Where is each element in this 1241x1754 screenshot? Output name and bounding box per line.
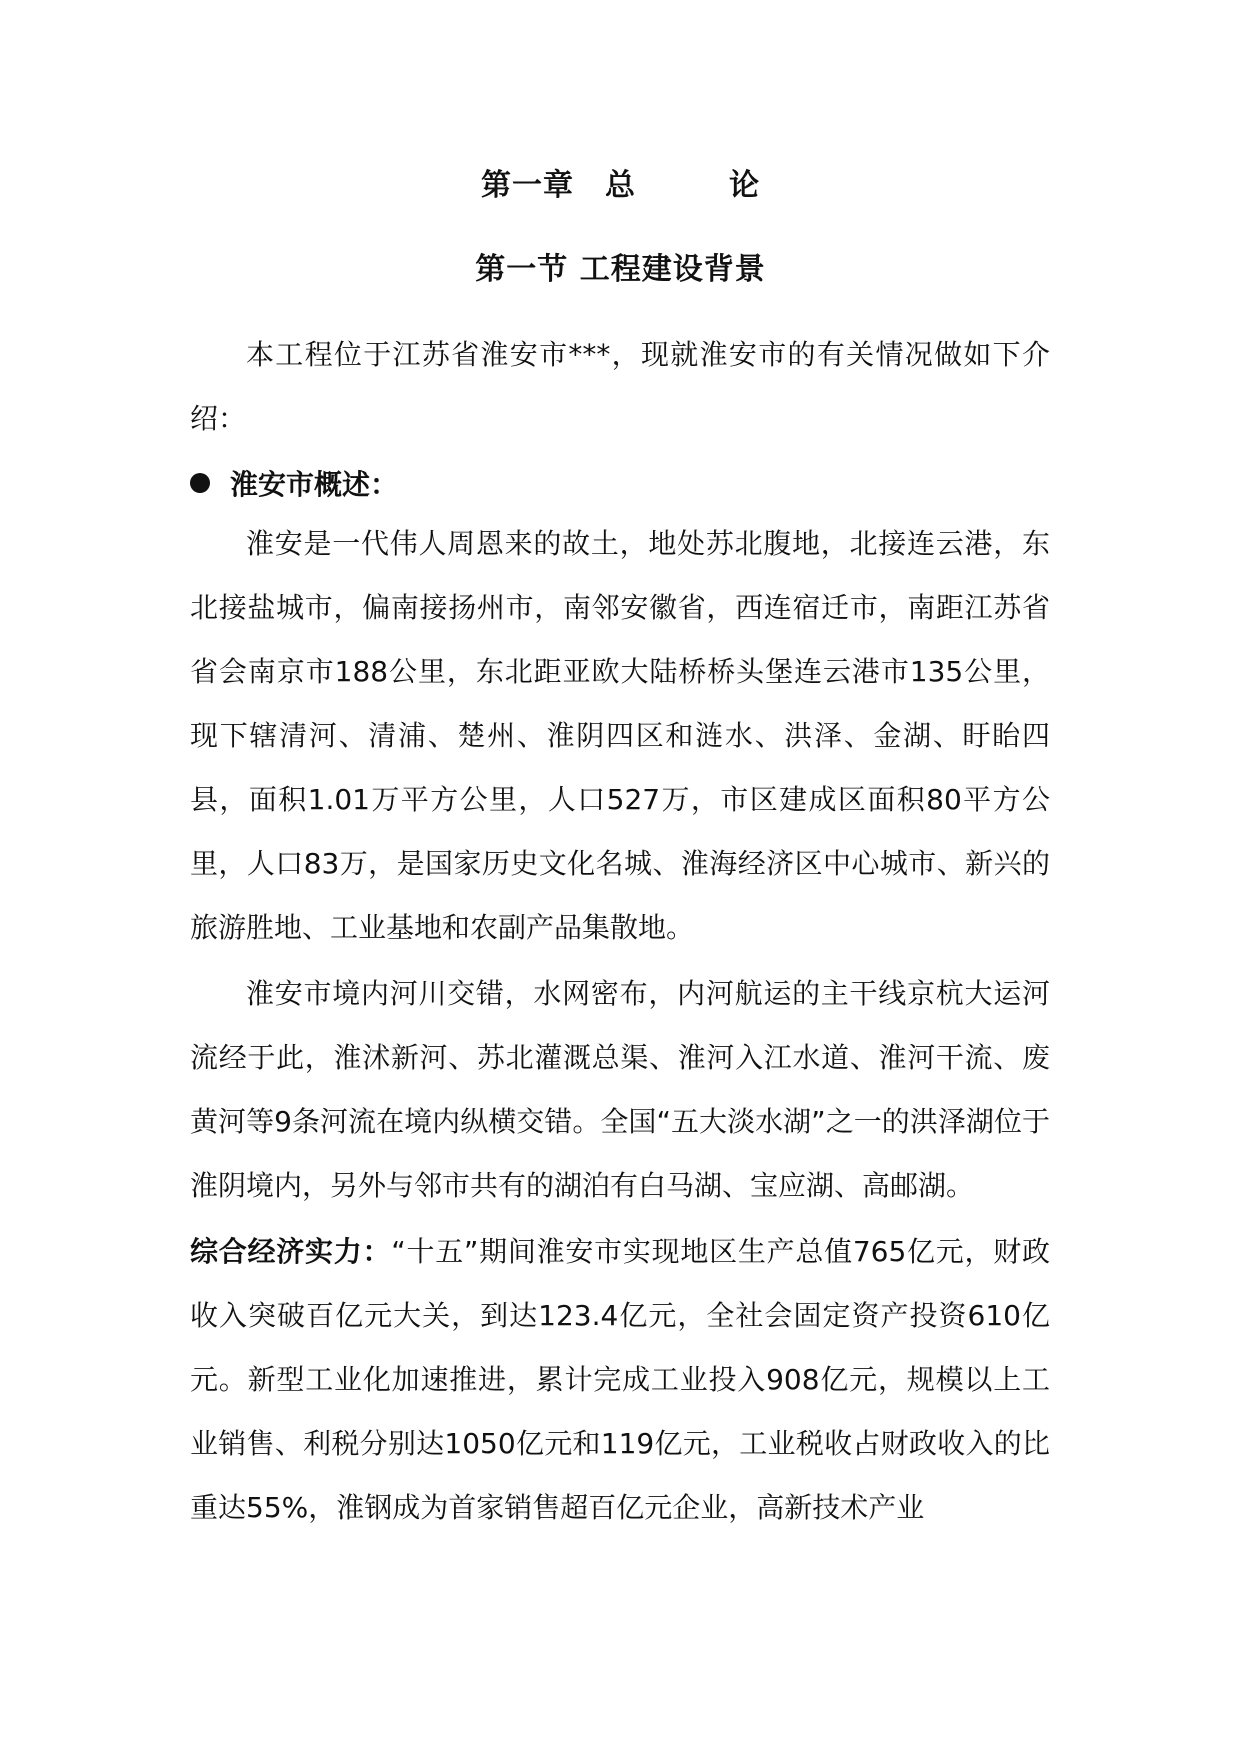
economy-heading: 综合经济实力： — [190, 1235, 392, 1268]
bullet-icon — [190, 473, 210, 493]
economy-text: “十五”期间淮安市实现地区生产总值765亿元，财政收入突破百亿元大关，到达123.4亿元，全社会固定资产投资610亿元。新型工业化加速推进，累计完成工业投入908亿元，规模以上工业销售、利税分别达1050亿元和119亿元，工业税收占财政收入的比重达55%，淮钢成为首家销售超百亿元企业，高新技术产业 — [190, 1235, 1050, 1524]
intro-paragraph: 本工程位于江苏省淮安市***，现就淮安市的有关情况做如下介绍： — [190, 338, 1050, 435]
section-title: 第一节 工程建设背景 — [475, 252, 766, 287]
overview-heading — [190, 453, 398, 517]
overview-paragraph-location: 淮安是一代伟人周恩来的故土，地处苏北腹地，北接连云港，东北接盐城市，偏南接扬州市，南邻安徽省，西连宿迁市，南距江苏省省会南京市188公里，东北距亚欧大陆桥桥头堡连云港市135公里，现下辖清河、清浦、楚州、淮阴四区和涟水、洪泽、金湖、盱眙四县，面积1.01万平方公里，人口527万，市区建成区面积80平方公里，人口83万，是国家历史文化名城、淮海经济区中心城市、新兴的旅游胜地、工业基地和农副产品集散地。 — [190, 527, 1050, 944]
overview-heading-label: 淮安市概述： — [230, 468, 399, 501]
overview-paragraph-rivers: 淮安市境内河川交错，水网密布，内河航运的主干线京杭大运河流经于此，淮沭新河、苏北灌溉总渠、淮河入江水道、淮河干流、废黄河等9条河流在境内纵横交错。全国“五大淡水湖”之一的洪泽湖位于淮阴境内，另外与邻市共有的湖泊有白马湖、宝应湖、高邮湖。 — [190, 977, 1050, 1202]
economy-paragraph — [190, 1220, 1050, 1540]
chapter-title: 第一章 总 论 — [481, 168, 760, 203]
